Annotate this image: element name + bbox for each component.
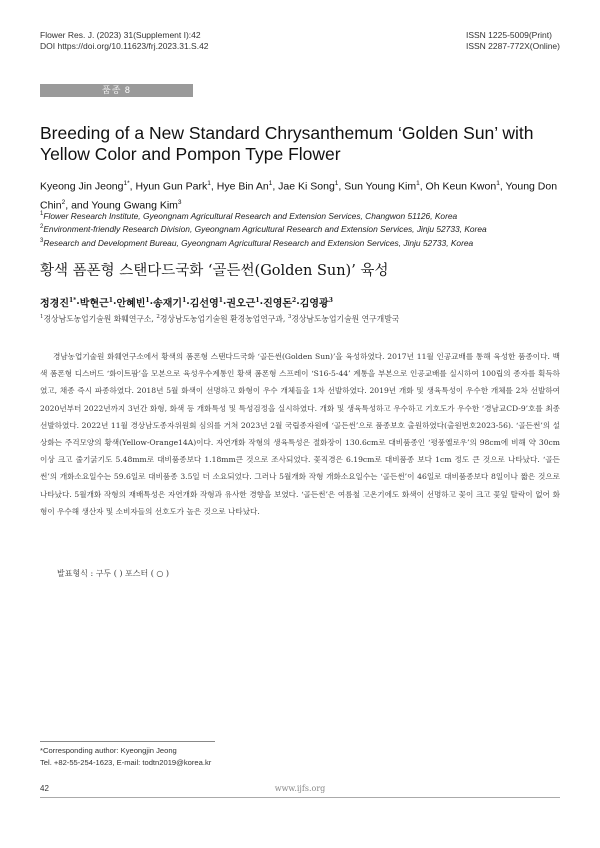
- affiliation-item: [40, 236, 565, 249]
- affiliation-item: [40, 222, 565, 235]
- korean-affiliation-text: 경상남도농업기술원 연구개발국: [291, 314, 400, 324]
- korean-author-name: 권오근: [226, 298, 256, 310]
- footer-divider: [40, 797, 560, 798]
- korean-author-marker: 1: [255, 297, 260, 304]
- author-name: Young Don Chin: [40, 180, 558, 211]
- author-affiliation-marker: 3: [177, 198, 182, 206]
- korean-author-marker: 1: [145, 297, 150, 304]
- korean-author-list: 정경진$^{1*}$·박현근$^1$·안혜빈$^1$·송재기$^1$·김선영$^1$·권오근$^1$·진영돈$^2$·김영광$^3$: [40, 297, 333, 310]
- presentation-type: 발표형식 : 구두 ( ) 포스터 ( ○ ): [57, 569, 170, 578]
- korean-author-marker: 2: [292, 297, 297, 304]
- doi[interactable]: DOI https://doi.org/10.11623/frj.2023.31.S.42: [40, 41, 209, 51]
- affiliation-text: Flower Research Institute, Gyeongnam Agricultural Research and Extension Services, Changwon 51126, Korea: [43, 210, 458, 221]
- issn-online: ISSN 2287-772X(Online): [465, 41, 560, 51]
- author-affiliation-marker: 1: [334, 180, 339, 187]
- korean-author-marker: 1: [108, 297, 113, 304]
- korean-affiliation-text: 경상남도농업기술원 환경농업연구과,: [159, 314, 288, 324]
- corresponding-author: *Corresponding author: Kyeongjin Jeong: [40, 746, 177, 755]
- issn-print: ISSN 1225-5009(Print): [465, 30, 552, 40]
- author-affiliation-marker: 2: [61, 198, 66, 206]
- korean-affiliation-marker: 1: [40, 314, 44, 320]
- author-affiliation-marker: 1: [268, 180, 273, 187]
- author-name: Sun Young Kim: [344, 180, 417, 193]
- korean-affiliation-list: [40, 312, 565, 325]
- korean-author-name: 김선영: [189, 298, 219, 310]
- issn-block: [466, 30, 560, 52]
- author-name: Hye Bin An: [216, 180, 269, 193]
- author-affiliation-marker: 1: [416, 180, 420, 187]
- author-affiliation-marker: 1: [496, 180, 500, 187]
- korean-affiliation-text: 경상남도농업기술원 화훼연구소,: [43, 314, 157, 324]
- korean-title: 황색 폼폰형 스탠다드국화 ‘골든썬(Golden Sun)’ 육성: [40, 263, 389, 279]
- abstract: 경남농업기술원 화훼연구소에서 황색의 폼폰형 스탠다드국화 ‘골든썬(Golden Sun)’을 육성하였다. 2017년 11월 인공교배를 통해 육성한 품종이다. 백색 폼폰형 디스버드 ‘화이트팜’을 모본으로 육성우수계통인 황색 폼폰형 스프레이 ‘S16-5-44’ 계통을 부본으로 인공교배를 실시하여 100립의 종자를 획득하였고, 채종 즉시 파종하였다. 2018년 5월 화색이 선명하고 화형이 우수 개체들을 1차 선발하였다. 2019년 개화 및 생육특성이 우수한 개체를 2차 선발하여 2020년부터 2022년까지 3년간 화형, 화색 등 개화특성 및 특성검정을 실시하였다. 개화 및 생육특성하고 우수하고 기호도가 우수한 ‘경남교CD-9’호를 최종 선발하였다. 2022년 11월 경상남도종자위원회 심의를 거쳐 2023년 2월 국립종자원에 ‘골든썬’으로 품종보호 출원하였다(출원번호2023-56). ‘골든썬’의 설상화는 주걱모양의 황색(Yellow-Orange14A)이다. 자연개화 작형의 생육특성은 절화장이 130.6cm로 대비품종인 ‘평풍옐로우’의 98cm에 비해 약 30cm이상 크고 줄기굵기도 5.48mm로 대비품종보다 1.18mm큰 것으로 조사되었다. 꽃직경은 6.19cm로 대비품종 보다 1cm 정도 큰 것으로 나타났다. ‘골든썬’의 개화소요일수는 59.6일로 대비품종 3.5일 더 소요되었다. 그러나 5월개화 작형 개화소요일수는 ‘골든썬’이 46일로 대비품종보다 8일이나 짧은 것으로 나타났다. 5월개화 작형의 재배특성은 자연개화 작형과 유사한 경향을 보였다. ‘골든썬’은 여름철 고온기에도 화색이 선명하고 꽃이 크고 꽃잎 탈락이 없어 화형이 우수해 생산자 및 소비자들의 선호도가 높은 것으로 나타났다.: [40, 352, 560, 516]
- korean-author-name: 정경진: [40, 298, 69, 310]
- page-number: 42: [40, 784, 49, 793]
- korean-author-name: 안혜빈: [116, 298, 146, 310]
- korean-author-marker: 1: [182, 297, 187, 304]
- korean-author-name: 진영돈: [263, 298, 293, 310]
- korean-affiliation-marker: 3: [287, 314, 292, 320]
- author-affiliation-marker: 1*: [123, 180, 130, 187]
- author-name: Kyeong Jin Jeong: [40, 180, 124, 193]
- section-label: 품종 8: [102, 85, 131, 95]
- korean-author-marker: 1: [218, 297, 223, 304]
- affiliation-marker: 1: [40, 211, 44, 217]
- korean-author-name: 박현근: [79, 298, 109, 310]
- author-name: Jae Ki Song: [278, 180, 335, 193]
- korean-author-marker: 1*: [68, 297, 77, 304]
- korean-author-name: 김영광: [299, 298, 329, 310]
- contact-info: Tel. +82-55-254-1623, E-mail: todtn2019@korea.kr: [40, 757, 212, 767]
- author-affiliation-marker: 1: [207, 180, 211, 187]
- journal-info: Flower Res. J. (2023) 31(Supplement I):42: [40, 30, 201, 40]
- affiliation-list: [40, 209, 565, 249]
- section-label-bar: [40, 84, 193, 97]
- korean-author-name: 송재기: [153, 298, 183, 310]
- author-name: Oh Keun Kwon: [425, 180, 497, 193]
- footnote-divider: [40, 741, 215, 742]
- author-name: Hyun Gun Park: [135, 180, 208, 193]
- korean-affiliation-marker: 2: [156, 314, 160, 320]
- journal-website[interactable]: www.ijfs.org: [274, 784, 326, 793]
- affiliation-text: Environment-friendly Research Division, Gyeongnam Agricultural Research and Extension Services, Jinju 52733, Korea: [43, 224, 487, 235]
- paper-title: Breeding of a New Standard Chrysanthemum ‘Golden Sun’ with Yellow Color and Pompon Type Flower: [40, 123, 534, 164]
- korean-author-marker: 3: [328, 297, 333, 304]
- affiliation-marker: 2: [40, 224, 44, 231]
- affiliation-text: Research and Development Bureau, Gyeongnam Agricultural Research and Extension Services, Jinju 52733, Korea: [43, 237, 474, 248]
- affiliation-item: [40, 209, 565, 222]
- footnote: [40, 745, 211, 768]
- author-name: Young Gwang Kim: [91, 199, 178, 211]
- affiliation-marker: 3: [40, 237, 44, 244]
- journal-citation: [40, 30, 209, 52]
- author-list: Kyeong Jin Jeong$^{1*}$, Hyun Gun Park$^1$, Hye Bin An$^1$, Jae Ki Song$^1$, Sun Young Kim$^1$, Oh Keun Kwon$^1$, Young Don Chin$^2$, and Young Gwang Kim$^3$: [40, 180, 558, 211]
